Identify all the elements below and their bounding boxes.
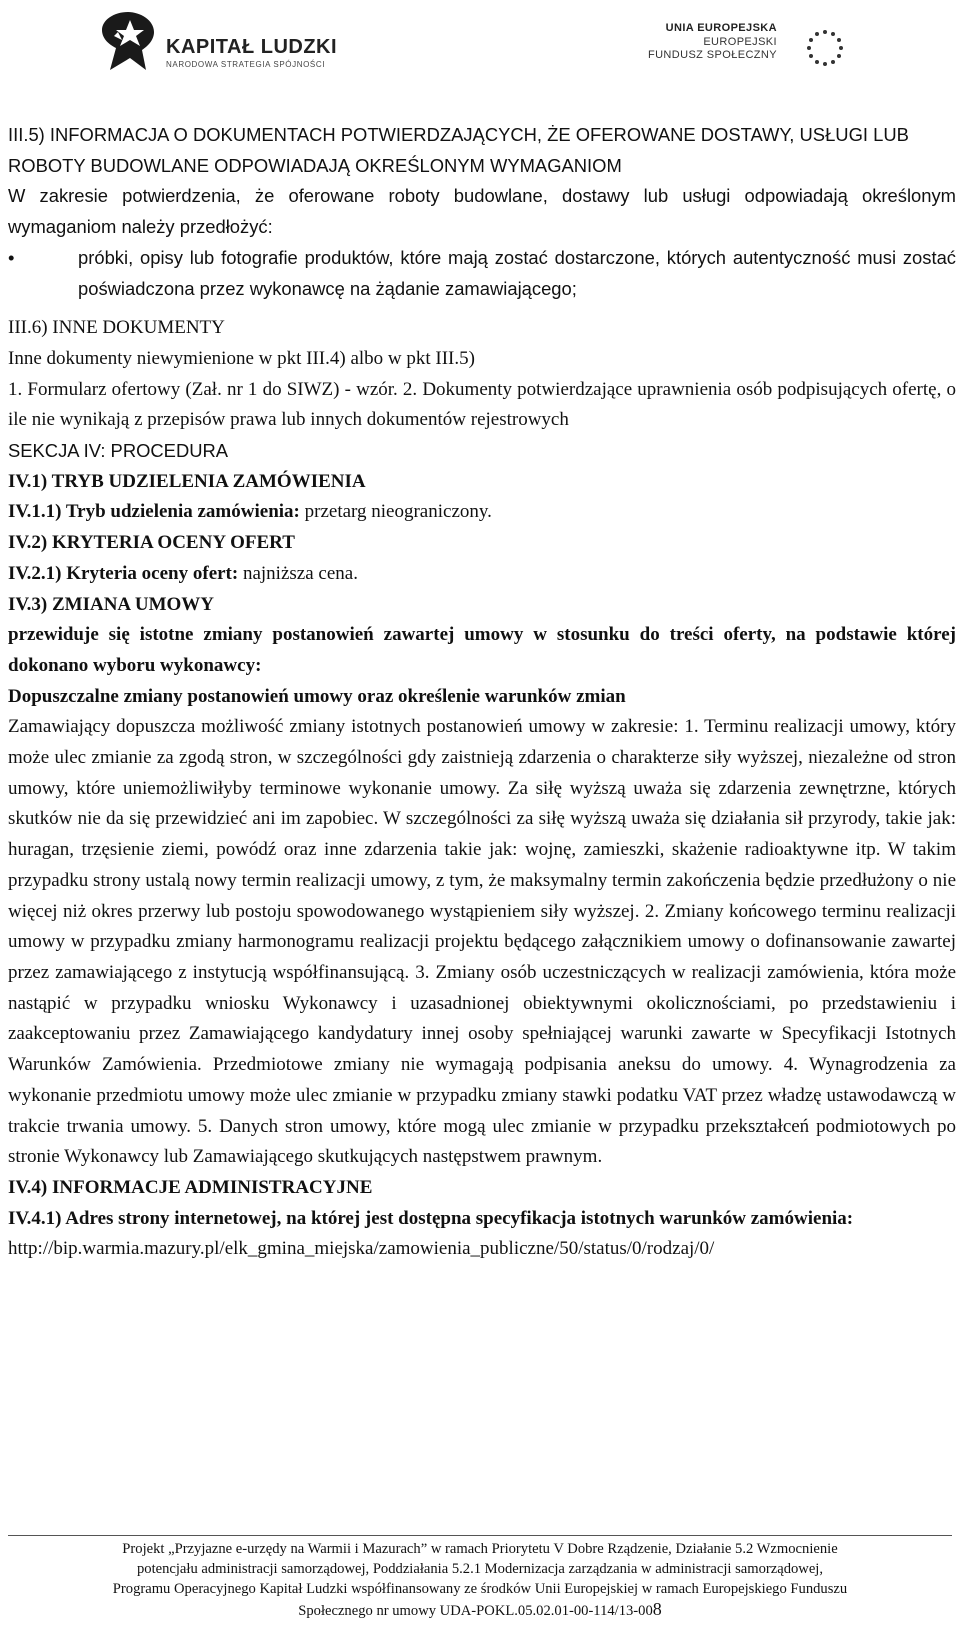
- section-IV2-heading: [8, 528, 956, 559]
- section-IV21-label: IV.2.1) Kryteria oceny ofert:: [8, 562, 239, 584]
- section-IV-heading: SEKCJA IV: PROCEDURA: [8, 440, 229, 462]
- section-IV1-heading: [8, 467, 956, 498]
- section-III6-body: 1. Formularz ofertowy (Zał. nr 1 do SIWZ) - wzór. 2. Dokumenty potwierdzające uprawnienia osób podpisujących ofertę, o ile nie wynikają z przepisów prawa lub innych dokumentów rejestrowych: [8, 378, 956, 431]
- footer-line-3: Programu Operacyjnego Kapitał Ludzki współfinansowany ze środków Unii Europejskiej w ramach Europejskiego Funduszu: [112, 1581, 848, 1597]
- bullet-icon: •: [8, 246, 15, 268]
- kapital-ludzki-title: KAPITAŁ LUDZKI: [166, 36, 338, 58]
- section-IV3-heading: [8, 590, 956, 621]
- footer-line-4: [8, 1599, 952, 1621]
- section-III5-bullet-text: próbki, opisy lub fotografie produktów, które mają zostać dostarczone, których autentyczność musi zostać poświadczona przez wykonawcę na żądanie zamawiającego;: [78, 246, 956, 299]
- eu-logo-line3: FUNDUSZ SPOŁECZNY: [647, 49, 777, 61]
- kapital-ludzki-emblem-icon: [100, 10, 156, 72]
- section-IV11-label: IV.1.1) Tryb udzielenia zamówienia:: [8, 501, 300, 523]
- eu-logo-line1: UNIA EUROPEJSKA: [665, 22, 777, 34]
- kapital-ludzki-subtitle: NARODOWA STRATEGIA SPÓJNOŚCI: [166, 60, 326, 69]
- page-header: [0, 0, 960, 100]
- section-IV2-heading-text: IV.2) KRYTERIA OCENY OFERT: [8, 532, 295, 554]
- eu-flag-stars-icon: [795, 26, 855, 70]
- section-III6-subheading: Inne dokumenty niewymienione w pkt III.4) albo w pkt III.5): [8, 347, 475, 369]
- section-III5-bullet-item: [8, 243, 956, 304]
- section-IV11-line: [8, 497, 956, 528]
- footer-divider: [8, 1535, 952, 1536]
- page-number: 8: [652, 1599, 662, 1619]
- section-IV41-label-text: IV.4.1) Adres strony internetowej, na której jest dostępna specyfikacja istotnych warunków zamówienia:: [8, 1207, 854, 1229]
- section-IV1-heading-text: IV.1) TRYB UDZIELENIA ZAMÓWIENIA: [8, 470, 366, 492]
- section-IV21-line: [8, 559, 956, 590]
- section-IV41-url[interactable]: http://bip.warmia.mazury.pl/elk_gmina_miejska/zamowienia_publiczne/50/status/0/rodzaj/0/: [8, 1238, 715, 1260]
- page-footer: [8, 1539, 952, 1621]
- eu-social-fund-logo: [647, 22, 855, 82]
- footer-contract-number: Społecznego nr umowy UDA-POKL.05.02.01-00-114/13-00: [298, 1603, 653, 1619]
- section-IV21-value: najniższa cena.: [238, 562, 358, 584]
- kapital-ludzki-logo: [100, 10, 340, 74]
- eu-logo-text: [648, 22, 777, 63]
- section-III5-heading: III.5) INFORMACJA O DOKUMENTACH POTWIERDZAJĄCYCH, ŻE OFEROWANE DOSTAWY, USŁUGI LUB ROBOTY BUDOWLANE ODPOWIADAJĄ OKREŚLONYM WYMAGANIOM: [8, 124, 909, 176]
- document-body: [8, 120, 956, 1265]
- section-IV4-heading-text: IV.4) INFORMACJE ADMINISTRACYJNE: [8, 1176, 373, 1198]
- section-IV3-lead-text: przewiduje się istotne zmiany postanowień zawartej umowy w stosunku do treści oferty, na podstawie której dokonano wyboru wykonawcy:: [8, 624, 956, 676]
- section-IV3-sub-text: Dopuszczalne zmiany postanowień umowy oraz określenie warunków zmian: [8, 685, 626, 707]
- eu-logo-line2: EUROPEJSKI: [703, 35, 777, 48]
- footer-line-2: potencjału administracji samorządowej, Poddziałania 5.2.1 Modernizacja zarządzania w administracji samorządowej,: [136, 1561, 824, 1577]
- footer-line-1: Projekt „Przyjazne e-urzędy na Warmii i Mazurach” w ramach Priorytetu V Dobre Rządzenie, Działanie 5.2 Wzmocnienie: [122, 1541, 838, 1557]
- section-IV3-heading-text: IV.3) ZMIANA UMOWY: [8, 593, 215, 615]
- section-III5-intro: W zakresie potwierdzenia, że oferowane roboty budowlane, dostawy lub usługi odpowiadają określonym wymaganiom należy przedłożyć:: [8, 185, 956, 238]
- section-IV3-lead: [8, 620, 956, 681]
- section-IV3-body: Zamawiający dopuszcza możliwość zmiany istotnych postanowień umowy w zakresie: 1. Terminu realizacji umowy, który może ulec zmianie za zgodą stron, w szczególności gdy zaistnieją zdarzenia o charakterze siły wyższej, niezależne od stron umowy, które uniemożliwiłyby terminowe wykonanie umowy. Za siłę wyższą uważa się zdarzenia zewnętrzne, których skutków nie da się przewidzieć ani im zapobiec. W szczególności za siłę wyższą uważa się działania sił przyrody, takie jak: huragan, trzęsienie ziemi, powódź oraz inne zdarzenia takie jak: wojnę, zamieszki, skażenie radioaktywne itp. W takim przypadku strony ustalą nowy termin realizacji umowy, z tym, że maksymalny termin zakończenia będzie przedłużony o nie więcej niż okres przerwy lub postoju spowodowanego wystąpieniem siły wyższej. 2. Zmiany końcowego terminu realizacji umowy w przypadku zmiany harmonogramu realizacji projektu będącego załącznikiem umowy o dofinansowanie zawartej przez zamawiającego z instytucją współfinansującą. 3. Zmiany osób uczestniczących w realizacji zamówienia, która może nastąpić w przypadku wniosku Wykonawcy i uzasadnionej obiektywnymi okolicznościami, po przedstawieniu i zaakceptowaniu przez Zamawiającego kandydatury innej osoby spełniającej warunki zawarte w Specyfikacji Istotnych Warunków Zamówienia. Przedmiotowe zmiany nie wymagają podpisania aneksu do umowy. 4. Wynagrodzenia za wykonanie przedmiotu umowy może ulec zmianie w przypadku zmiany stawki podatku VAT przez władzę ustawodawczą w trakcie trwania umowy. 5. Danych stron umowy, które mogą ulec zmianie w przypadku przekształceń podmiotowych po stronie Wykonawcy lub Zamawiającego skutkujących następstwem prawnym.: [8, 716, 956, 1168]
- section-IV11-value: przetarg nieograniczony.: [299, 501, 492, 523]
- section-III6-heading: III.6) INNE DOKUMENTY: [8, 317, 225, 339]
- section-IV4-heading: [8, 1173, 956, 1204]
- section-IV3-sub: [8, 682, 956, 713]
- section-IV41-label: [8, 1204, 956, 1235]
